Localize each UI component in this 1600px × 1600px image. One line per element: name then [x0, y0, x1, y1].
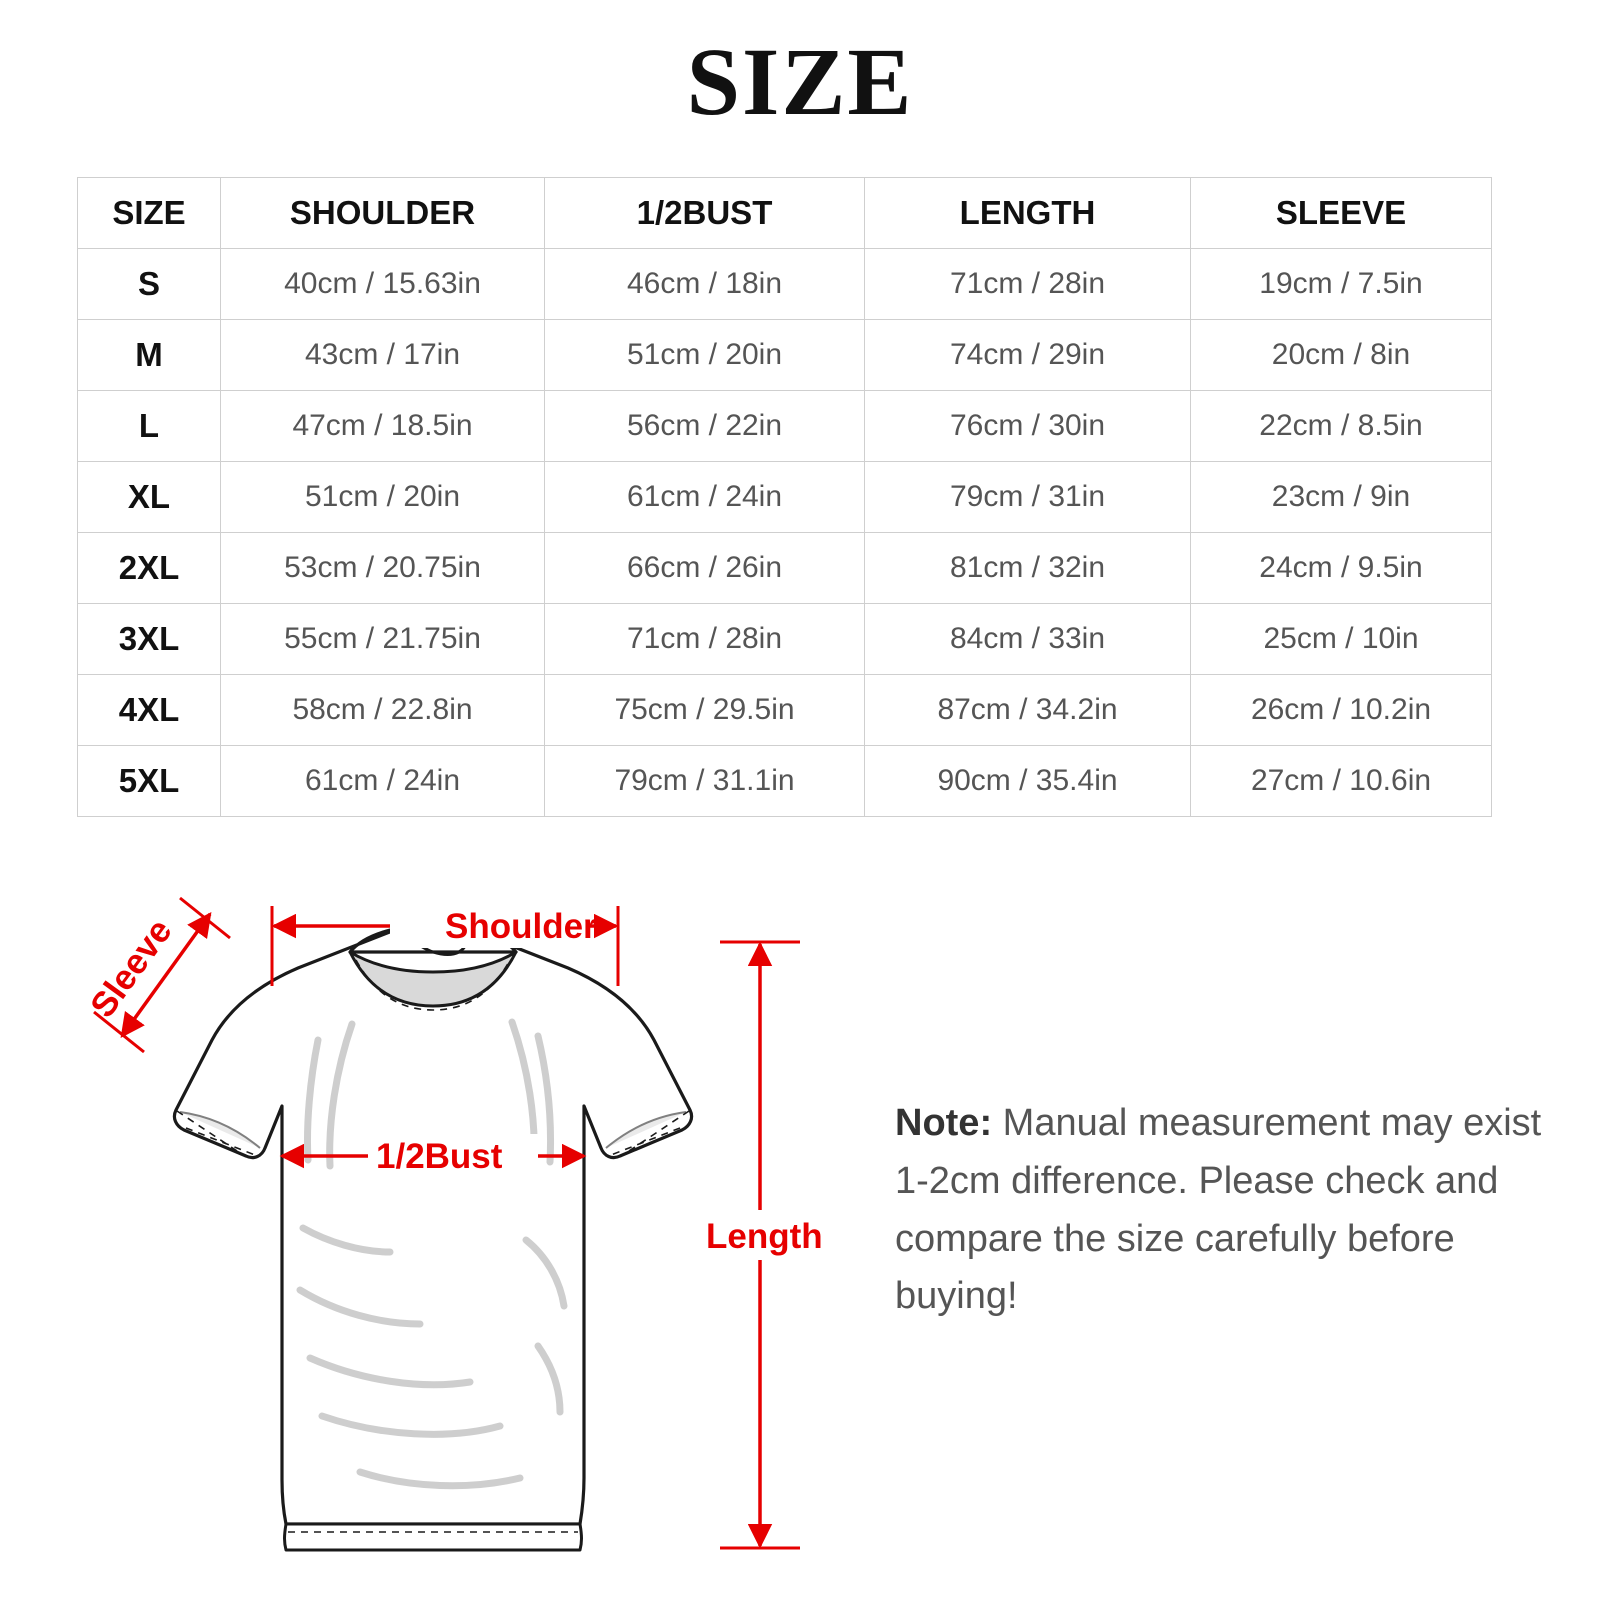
cell-sleeve: 20cm / 8in	[1191, 320, 1492, 391]
cell-shoulder: 61cm / 24in	[221, 746, 545, 817]
cell-sleeve: 25cm / 10in	[1191, 604, 1492, 675]
table-header-row	[78, 178, 1492, 249]
table-row	[78, 320, 1492, 391]
cell-bust: 79cm / 31.1in	[545, 746, 865, 817]
cell-sleeve: 23cm / 9in	[1191, 462, 1492, 533]
cell-bust: 56cm / 22in	[545, 391, 865, 462]
column-header-shoulder: SHOULDER	[221, 178, 545, 249]
cell-length: 79cm / 31in	[865, 462, 1191, 533]
cell-length: 90cm / 35.4in	[865, 746, 1191, 817]
cell-length: 81cm / 32in	[865, 533, 1191, 604]
cell-size: 2XL	[78, 533, 221, 604]
measurement-diagram	[60, 860, 860, 1560]
table-row	[78, 675, 1492, 746]
length-label: Length	[706, 1217, 823, 1256]
cell-length: 84cm / 33in	[865, 604, 1191, 675]
note-label: Note:	[895, 1102, 993, 1144]
cell-shoulder: 47cm / 18.5in	[221, 391, 545, 462]
tshirt-illustration	[174, 928, 691, 1550]
column-header-bust: 1/2BUST	[545, 178, 865, 249]
cell-shoulder: 53cm / 20.75in	[221, 533, 545, 604]
cell-length: 87cm / 34.2in	[865, 675, 1191, 746]
note-text	[895, 1095, 1555, 1326]
cell-shoulder: 58cm / 22.8in	[221, 675, 545, 746]
shoulder-label: Shoulder	[445, 907, 597, 946]
table-row	[78, 462, 1492, 533]
page-title: SIZE	[686, 28, 914, 135]
cell-bust: 71cm / 28in	[545, 604, 865, 675]
table-row	[78, 533, 1492, 604]
table-row	[78, 604, 1492, 675]
cell-size: 3XL	[78, 604, 221, 675]
cell-bust: 75cm / 29.5in	[545, 675, 865, 746]
table-row	[78, 746, 1492, 817]
half-bust-label: 1/2Bust	[376, 1137, 503, 1176]
cell-shoulder: 51cm / 20in	[221, 462, 545, 533]
cell-bust: 46cm / 18in	[545, 249, 865, 320]
cell-size: XL	[78, 462, 221, 533]
cell-sleeve: 26cm / 10.2in	[1191, 675, 1492, 746]
cell-size: 5XL	[78, 746, 221, 817]
cell-size: M	[78, 320, 221, 391]
size-chart-table	[77, 177, 1492, 817]
cell-sleeve: 19cm / 7.5in	[1191, 249, 1492, 320]
table-row	[78, 249, 1492, 320]
cell-bust: 61cm / 24in	[545, 462, 865, 533]
column-header-sleeve: SLEEVE	[1191, 178, 1492, 249]
cell-shoulder: 43cm / 17in	[221, 320, 545, 391]
cell-size: 4XL	[78, 675, 221, 746]
cell-length: 74cm / 29in	[865, 320, 1191, 391]
cell-shoulder: 55cm / 21.75in	[221, 604, 545, 675]
cell-bust: 51cm / 20in	[545, 320, 865, 391]
sleeve-measure	[83, 898, 230, 1052]
cell-sleeve: 22cm / 8.5in	[1191, 391, 1492, 462]
column-header-size: SIZE	[78, 178, 221, 249]
cell-size: L	[78, 391, 221, 462]
cell-sleeve: 24cm / 9.5in	[1191, 533, 1492, 604]
cell-size: S	[78, 249, 221, 320]
length-measure	[700, 942, 823, 1548]
cell-length: 71cm / 28in	[865, 249, 1191, 320]
note-body: Manual measurement may exist 1-2cm difference. Please check and compare the size carefully before buying!	[895, 1102, 1542, 1318]
cell-sleeve: 27cm / 10.6in	[1191, 746, 1492, 817]
column-header-length: LENGTH	[865, 178, 1191, 249]
cell-length: 76cm / 30in	[865, 391, 1191, 462]
table-row	[78, 391, 1492, 462]
cell-bust: 66cm / 26in	[545, 533, 865, 604]
cell-shoulder: 40cm / 15.63in	[221, 249, 545, 320]
sleeve-label: Sleeve	[82, 912, 180, 1025]
